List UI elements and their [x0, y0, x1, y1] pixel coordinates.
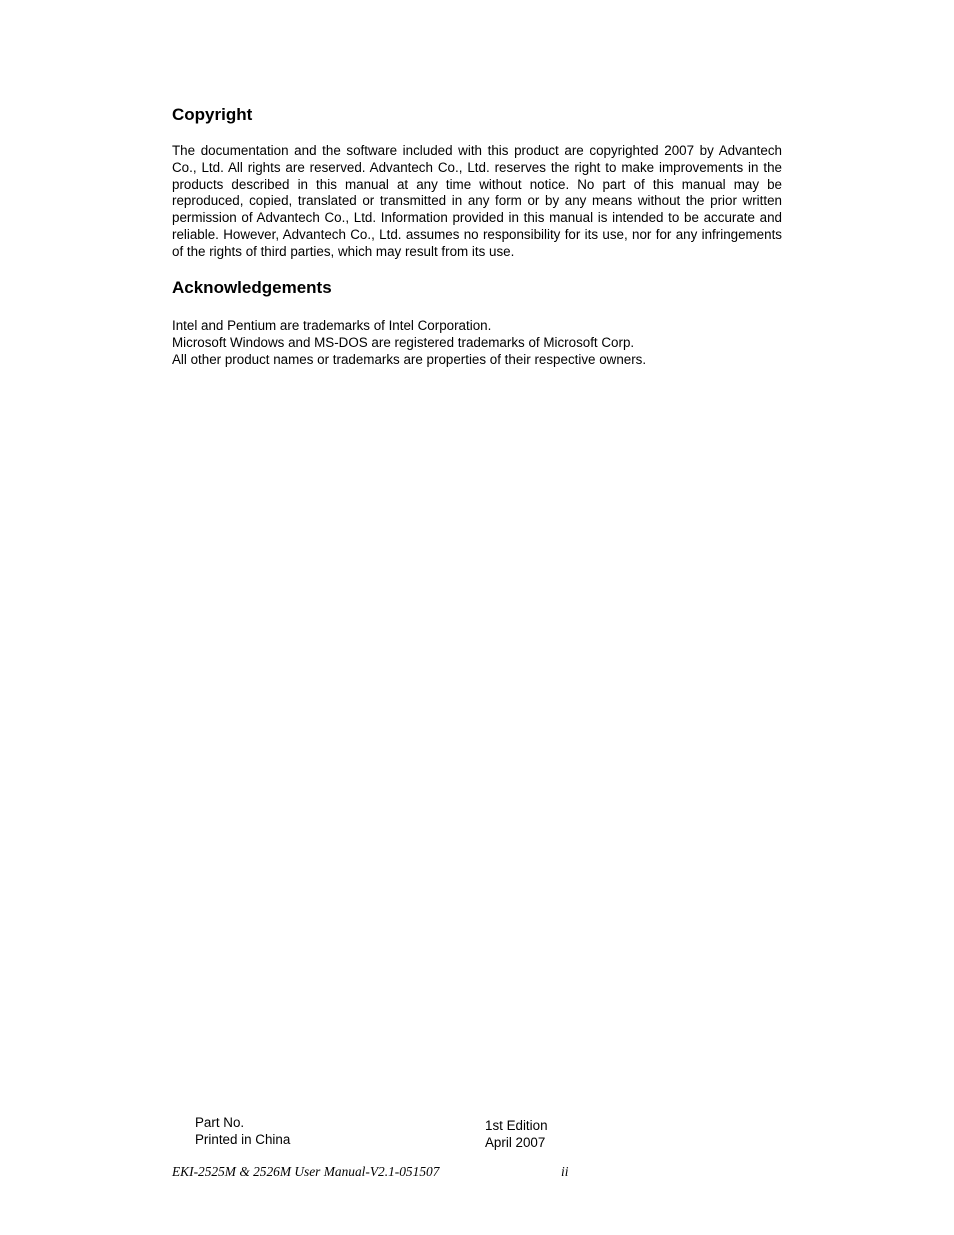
printed-in-label: Printed in China	[195, 1132, 291, 1147]
part-number-label: Part No.	[195, 1115, 245, 1130]
acknowledgement-line: Intel and Pentium are trademarks of Intel Corporation.	[172, 317, 492, 333]
footer-page-number: ii	[561, 1164, 569, 1179]
acknowledgement-line: All other product names or trademarks are properties of their respective owners.	[172, 351, 647, 367]
edition-label: 1st Edition	[485, 1118, 548, 1133]
publication-info-right	[485, 1117, 548, 1151]
footer-manual-title: EKI-2525M & 2526M User Manual-V2.1-051507	[172, 1164, 440, 1179]
publication-date: April 2007	[485, 1135, 546, 1150]
copyright-heading: Copyright	[172, 105, 253, 124]
publication-info-left	[195, 1114, 290, 1148]
copyright-paragraph: The documentation and the software included with this product are copyrighted 2007 by Advantech Co., Ltd. All rights are reserved. Advantech Co., Ltd. reserves the right to make improvements in the products described in this manual at any time without notice. No part of this manual may be reproduced, copied, translated or transmitted in any form or by any means without the prior written permission of Advantech Co., Ltd. Information provided in this manual is intended to be accurate and reliable. However, Advantech Co., Ltd. assumes no responsibility for its use, nor for any infringements of the rights of third parties, which may result from its use.	[172, 143, 782, 259]
acknowledgements-list	[172, 317, 782, 369]
page-content	[172, 104, 782, 368]
acknowledgement-line: Microsoft Windows and MS-DOS are registered trademarks of Microsoft Corp.	[172, 334, 635, 350]
acknowledgements-heading: Acknowledgements	[172, 277, 332, 297]
